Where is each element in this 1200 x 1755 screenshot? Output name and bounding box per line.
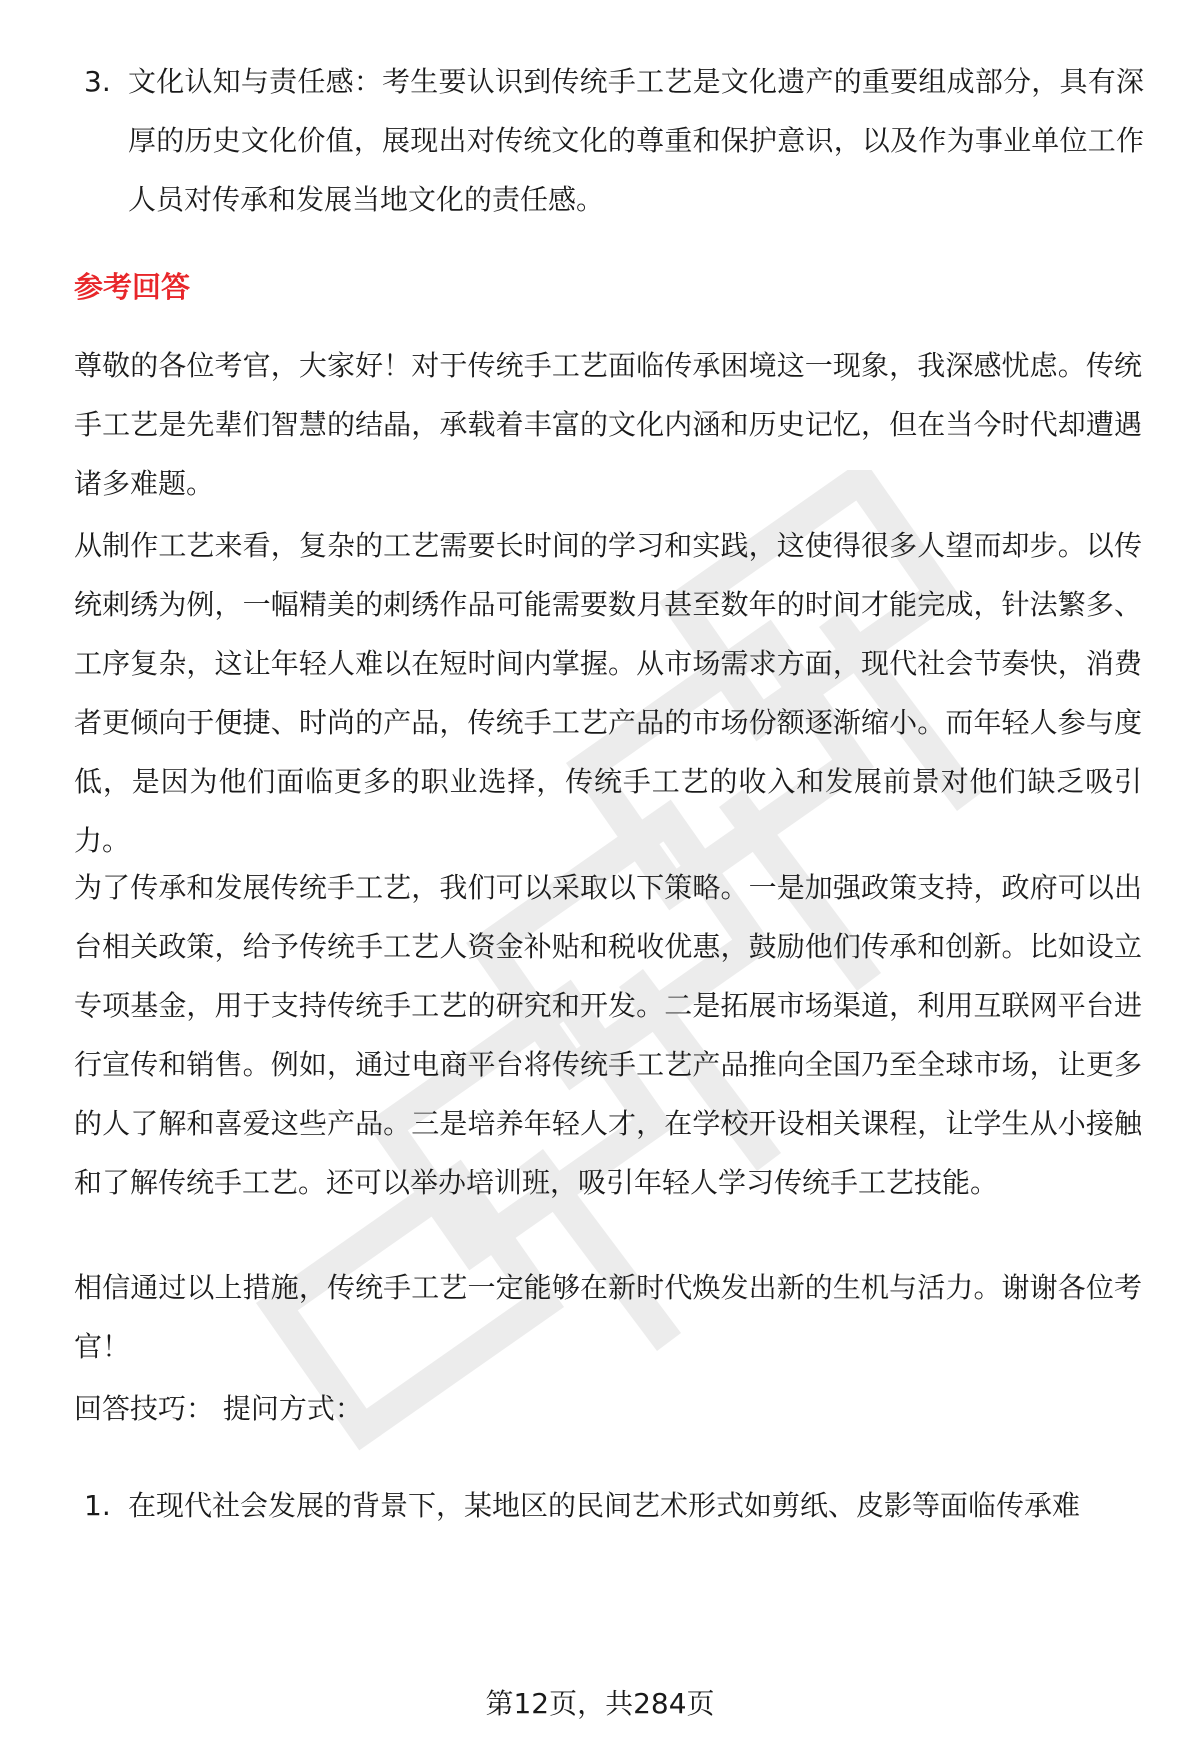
paragraph-strategies: 为了传承和发展传统手工艺，我们可以采取以下策略。一是加强政策支持，政府可以出台相关政策，给予传统手工艺人资金补贴和税收优惠，鼓励他们传承和创新。比如设立专项基金，用于支持传统手工艺的研究和开发。二是拓展市场渠道，利用互联网平台进行宣传和销售。例如，通过电商平台将传统手工艺产品推向全国乃至全球市场，让更多的人了解和喜爱这些产品。三是培养年轻人才，在学校开设相关课程，让学生从小接触和了解传统手工艺。还可以举办培训班，吸引年轻人学习传统手工艺技能。	[74, 871, 1142, 1199]
paragraph-analysis: 从制作工艺来看，复杂的工艺需要长时间的学习和实践，这使得很多人望而却步。以传统刺绣为例，一幅精美的刺绣作品可能需要数月甚至数年的时间才能完成，针法繁多、工序复杂，这让年轻人难以在短时间内掌握。从市场需求方面，现代社会节奏快，消费者更倾向于便捷、时尚的产品，传统手工艺产品的市场份额逐渐缩小。而年轻人参与度低，是因为他们面临更多的职业选择，传统手工艺的收入和发展前景对他们缺乏吸引力。	[74, 529, 1142, 857]
list-item-3	[84, 52, 1144, 229]
list-number: 1.	[84, 1489, 111, 1522]
page-footer: 第12页，共284页	[485, 1687, 715, 1720]
paragraph-greeting: 尊敬的各位考官，大家好！对于传统手工艺面临传承困境这一现象，我深感忧虑。传统手工艺是先辈们智慧的结晶，承载着丰富的文化内涵和历史记忆，但在当今时代却遭遇诸多难题。	[74, 349, 1142, 500]
list-item-text: 文化认知与责任感：考生要认识到传统手工艺是文化遗产的重要组成部分，具有深厚的历史文化价值，展现出对传统文化的尊重和保护意识，以及作为事业单位工作人员对传承和发展当地文化的责任感。	[128, 65, 1144, 216]
paragraph-tips: 回答技巧： 提问方式：	[74, 1392, 363, 1425]
list-number: 3.	[84, 65, 111, 98]
paragraph-closing: 相信通过以上措施，传统手工艺一定能够在新时代焕发出新的生机与活力。谢谢各位考官！	[74, 1271, 1142, 1363]
list-item-text: 在现代社会发展的背景下，某地区的民间艺术形式如剪纸、皮影等面临传承难	[128, 1489, 1081, 1522]
list-item-1	[84, 1476, 1144, 1535]
section-heading: 参考回答	[74, 270, 191, 304]
